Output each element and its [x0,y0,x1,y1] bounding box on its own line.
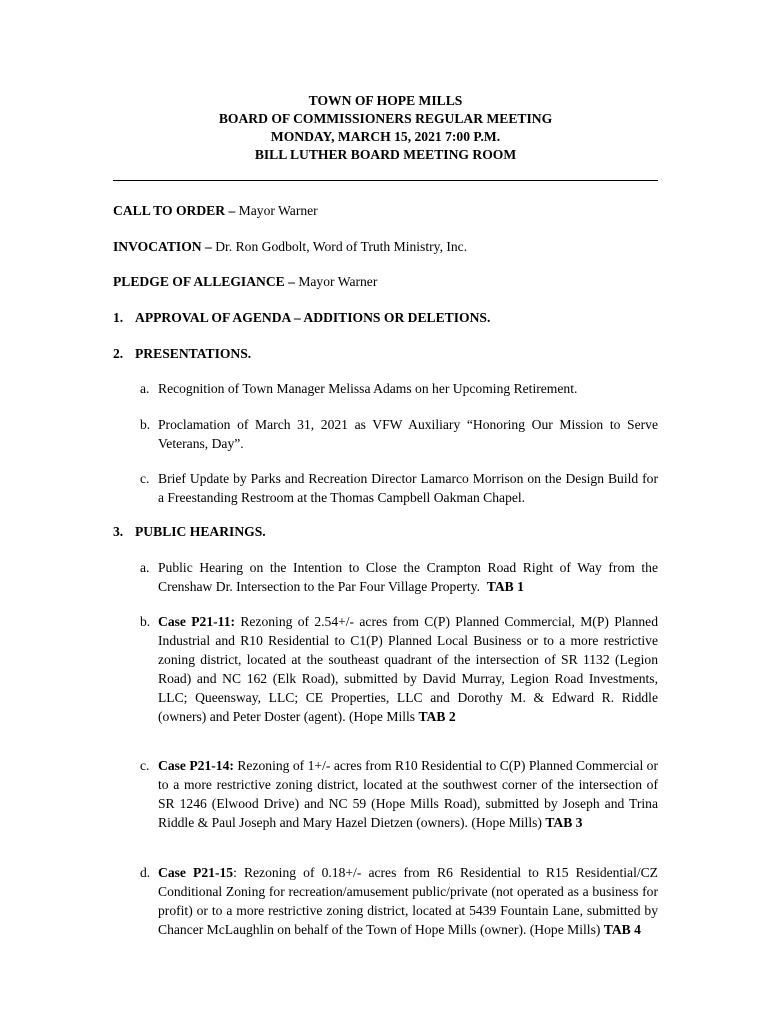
item-letter: c. [140,758,150,773]
case-number: Case P21-11: [158,614,236,629]
item-text [158,863,658,939]
item-text [158,612,658,726]
item-body: Public Hearing on the Intention to Close the Crampton Road Right of Way from the Crenshaw Dr. Intersection to the Par Four Village Property. [158,560,658,594]
section-3-item-d [140,863,658,939]
pledge-sep: – [284,274,299,289]
section-3-item-b [140,612,658,726]
tab-reference: TAB 3 [545,815,583,830]
item-text [158,756,658,832]
section-1-number: 1. [113,310,124,325]
call-to-order [113,201,658,220]
case-suffix: : [233,865,237,880]
case-number: Case P21-14: [158,758,234,773]
call-to-order-sep: – [225,203,239,218]
invocation [113,237,658,256]
item-text: Recognition of Town Manager Melissa Adams on her Upcoming Retirement. [158,381,578,396]
item-letter: a. [140,381,150,396]
item-letter: b. [140,614,151,629]
pledge-text: Mayor Warner [298,274,378,289]
invocation-label: INVOCATION [113,239,202,254]
item-body: Rezoning of 1+/- acres from R10 Residential to C(P) Planned Commercial or to a more restrictive zoning district, located at the southwest corner of the intersection of SR 1246 (Elwood Drive) and NC 59 (Hope Mills Road), submitted by Joseph and Trina Riddle & Paul Joseph and Mary Hazel Dietzen (owners). (Hope Mills) [158,758,658,830]
section-2-item-c [140,469,658,507]
header-board: BOARD OF COMMISSIONERS REGULAR MEETING [218,111,553,126]
invocation-sep: – [201,239,216,254]
section-2-number: 2. [113,346,124,361]
item-letter: b. [140,417,151,432]
document-header [113,92,658,164]
item-letter: a. [140,560,150,575]
section-2-item-b [140,415,658,453]
header-divider [113,180,658,181]
call-to-order-text: Mayor Warner [238,203,318,218]
item-text [158,558,658,596]
item-letter: d. [140,865,151,880]
section-1-heading [113,308,658,327]
section-3-number: 3. [113,524,124,539]
section-3-item-c [140,756,658,832]
section-2-title: PRESENTATIONS. [135,346,252,361]
header-date: MONDAY, MARCH 15, 2021 7:00 P.M. [270,129,501,144]
item-body: Rezoning of 0.18+/- acres from R6 Residential to R15 Residential/CZ Conditional Zoning for recreation/amusement public/private (not operated as a business for profit) or to a more restrictive zoning district, located at 5439 Fountain Lane, submitted by Chancer McLaughlin on behalf of the Town of Hope Mills (owner). (Hope Mills) [158,865,658,937]
tab-reference: TAB 4 [603,922,641,937]
item-body: Rezoning of 2.54+/- acres from C(P) Planned Commercial, M(P) Planned Industrial and R10 Residential to C1(P) Planned Local Business or to a more restrictive zoning district, located at the southeast quadrant of the intersection of SR 1132 (Legion Road) and NC 162 (Elk Road), submitted by David Murray, Legion Road Investments, LLC; Queensway, LLC; CE Properties, LLC and Dorothy M. & Edward R. Riddle (owners) and Peter Doster (agent). (Hope Mills [158,614,659,724]
tab-reference: TAB 2 [418,709,456,724]
header-town: TOWN OF HOPE MILLS [308,93,463,108]
call-to-order-label: CALL TO ORDER [113,203,226,218]
item-letter: c. [140,471,150,486]
tab-reference: TAB 1 [486,579,524,594]
section-2-item-a [140,379,658,398]
pledge-label: PLEDGE OF ALLEGIANCE [113,274,285,289]
section-1-title: APPROVAL OF AGENDA – ADDITIONS OR DELETIONS. [135,310,491,325]
section-2-heading [113,344,658,363]
pledge-of-allegiance [113,272,658,291]
section-3-title: PUBLIC HEARINGS. [135,524,266,539]
item-text: Brief Update by Parks and Recreation Director Lamarco Morrison on the Design Build for a Freestanding Restroom at the Thomas Campbell Oakman Chapel. [158,471,658,505]
section-3-heading [113,522,658,541]
section-3-item-a [140,558,658,596]
item-text: Proclamation of March 31, 2021 as VFW Auxiliary “Honoring Our Mission to Serve Veterans, Day”. [158,417,658,451]
case-number: Case P21-15 [158,865,234,880]
header-room: BILL LUTHER BOARD MEETING ROOM [254,147,517,162]
invocation-text: Dr. Ron Godbolt, Word of Truth Ministry, Inc. [215,239,468,254]
